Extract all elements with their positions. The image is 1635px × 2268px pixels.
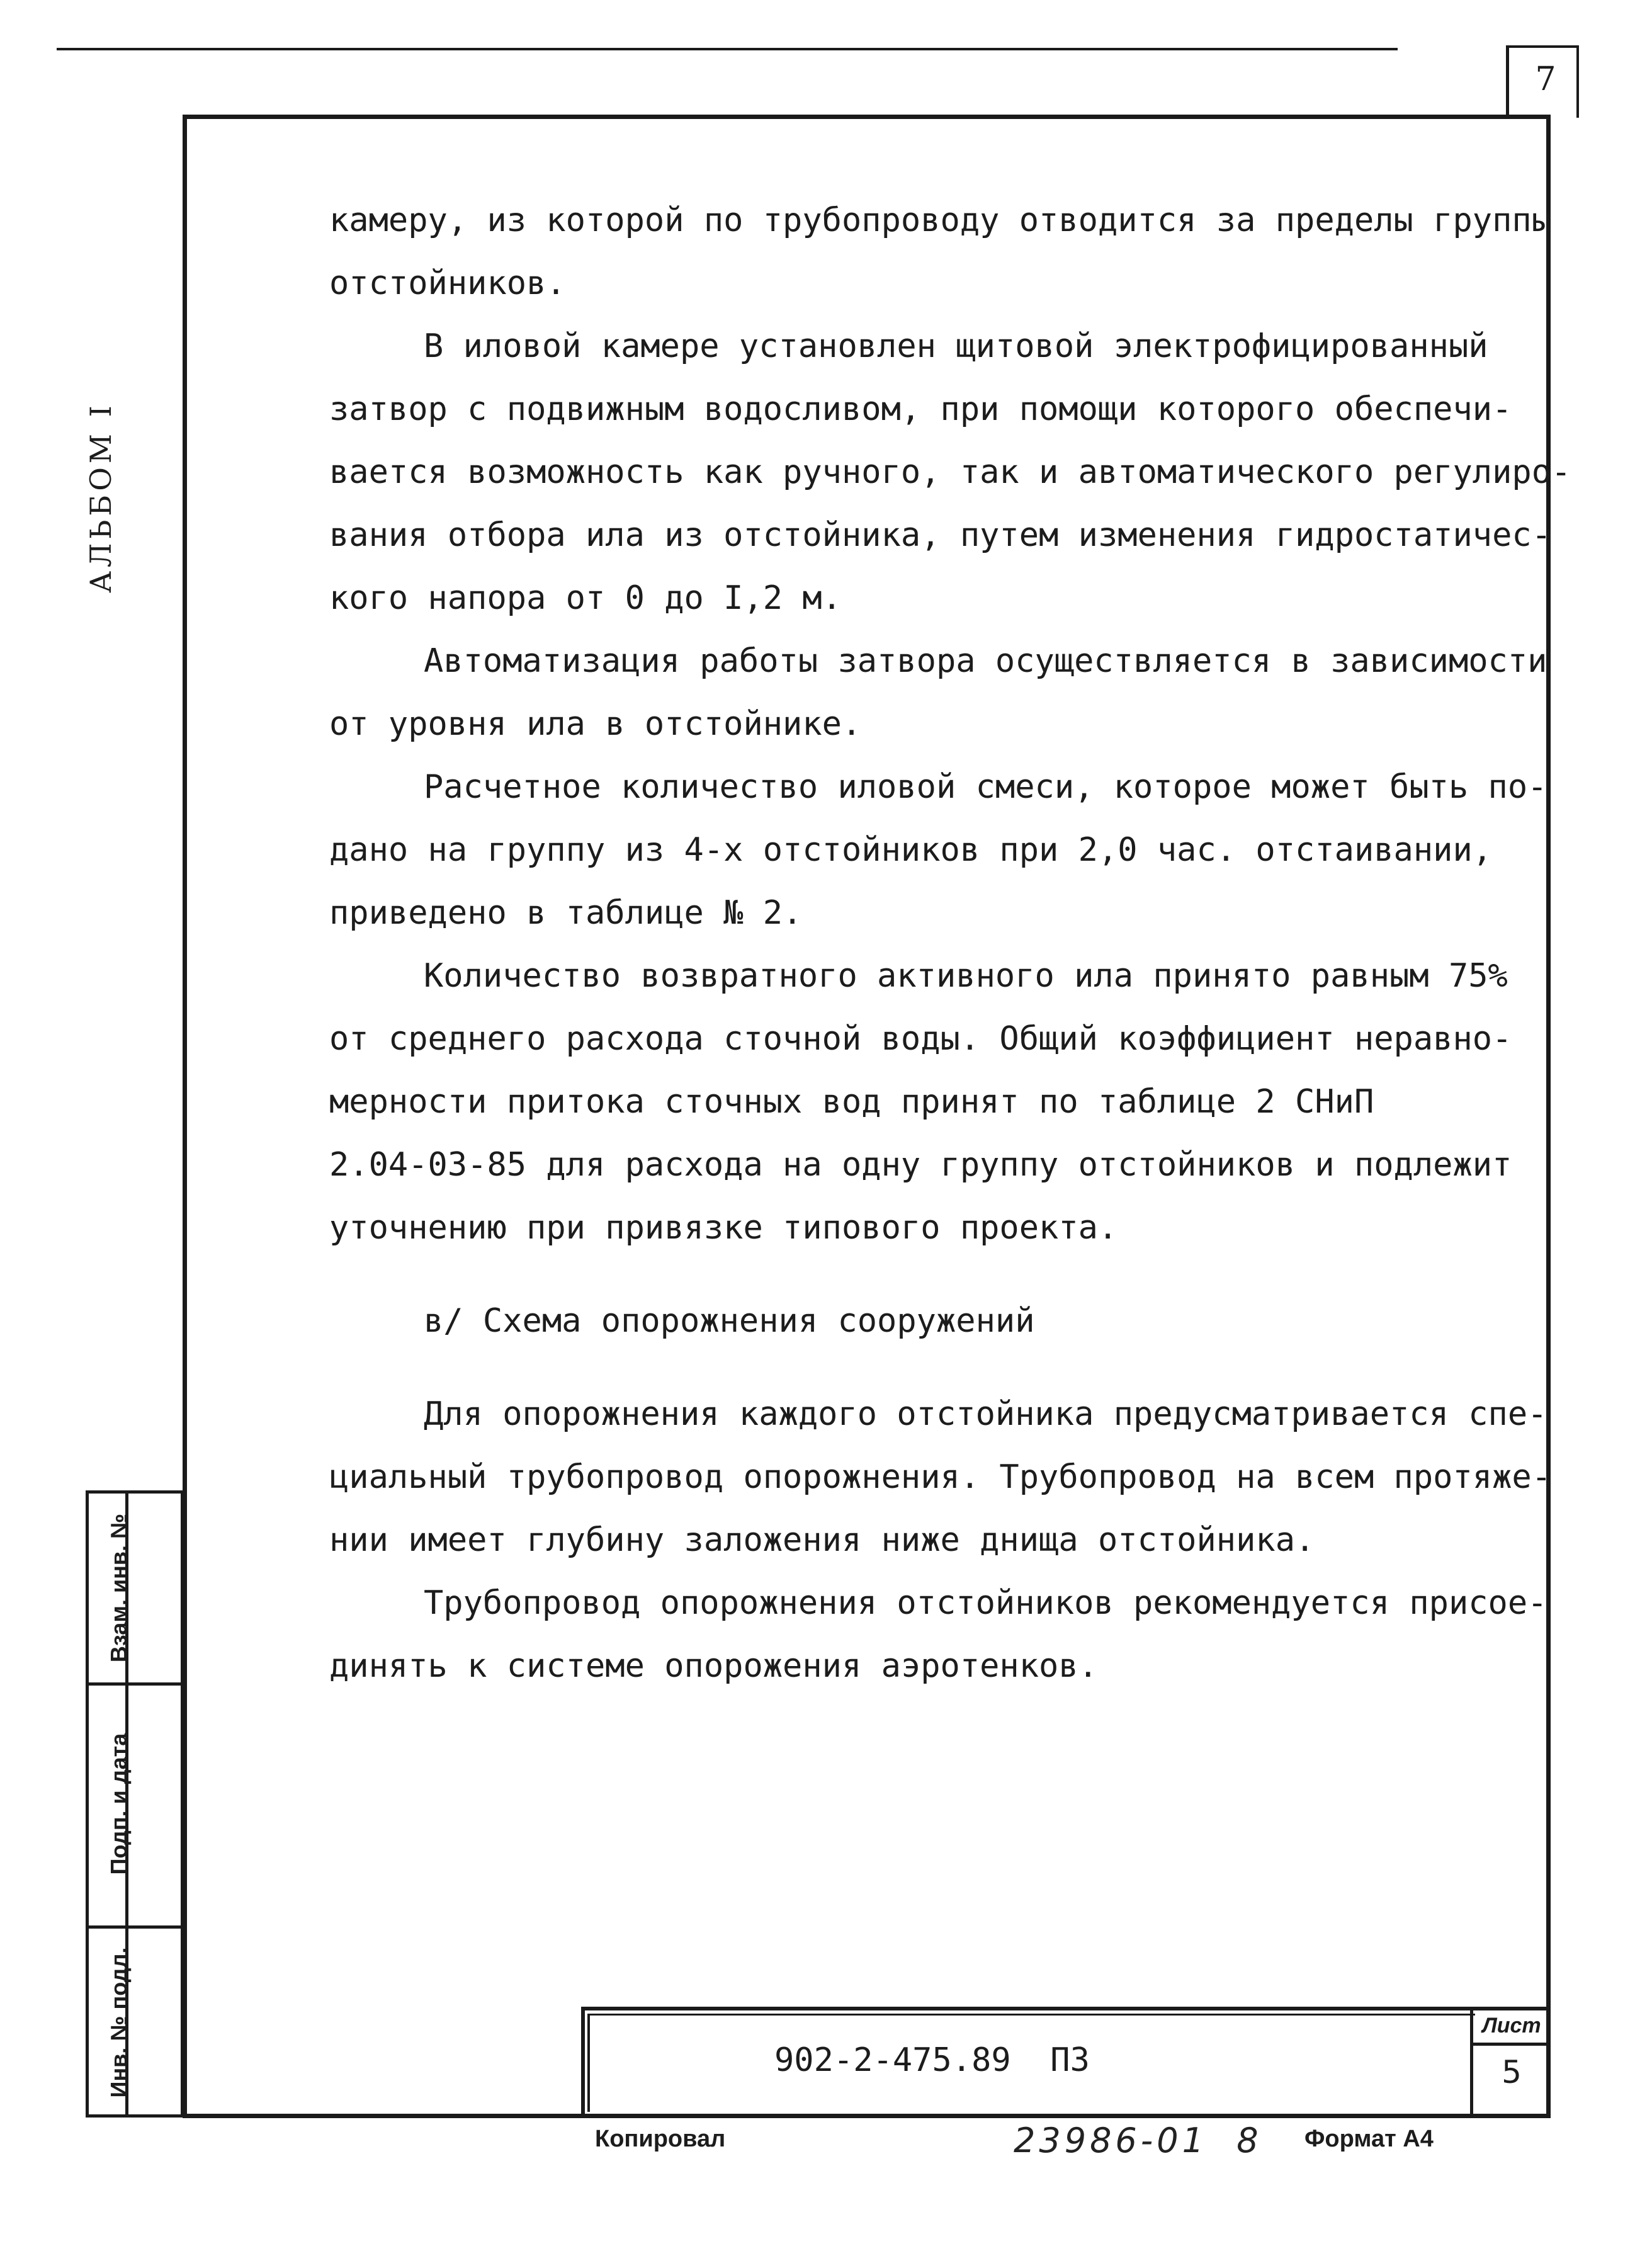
body-line: Трубопровод опорожнения отстойников рекомендуется присое- xyxy=(424,1584,1547,1622)
body-line: нии имеет глубину заложения ниже днища отстойника. xyxy=(329,1521,1315,1559)
body-line: В иловой камере установлен щитовой электрофицированный xyxy=(424,327,1488,365)
document-code: 902-2-475.89 ПЗ xyxy=(774,2041,1090,2079)
body-line: Для опорожнения каждого отстойника предусматривается спе- xyxy=(424,1395,1547,1433)
order-number: 23986-01 8 xyxy=(1014,2121,1262,2160)
document-body xyxy=(329,189,1571,1698)
approval-stamp xyxy=(86,1490,184,2118)
top-rule xyxy=(57,48,1398,50)
sheet-divider xyxy=(1470,2043,1551,2046)
body-line: приведено в таблице № 2. xyxy=(329,894,803,932)
format-label: Формат А4 xyxy=(1304,2126,1434,2152)
body-line: камеру, из которой по трубопроводу отводится за пределы группы xyxy=(329,201,1552,239)
body-line: динять к системе опорожения аэротенков. xyxy=(329,1647,1098,1685)
body-line: уточнению при привязке типового проекта. xyxy=(329,1209,1118,1247)
stamp-inv-podl: Инв. № подл. xyxy=(106,1947,132,2098)
stamp-vzam-inv: Взам. инв. № xyxy=(106,1513,132,1663)
body-part-2 xyxy=(329,1383,1552,1698)
body-line: затвор с подвижным водосливом, при помощи которого обеспечи- xyxy=(329,390,1512,428)
body-line: отстойников. xyxy=(329,264,566,302)
album-label-text: АЛЬБОМ I xyxy=(84,402,118,593)
copied-label: Копировал xyxy=(595,2126,726,2152)
body-line: Автоматизация работы затвора осуществляется в зависимости xyxy=(424,642,1547,680)
body-line: вания отбора ила из отстойника, путем изменения гидростатичес- xyxy=(329,516,1552,554)
section-heading: в/ Схема опорожнения сооружений xyxy=(424,1302,1035,1340)
body-line: Количество возвратного активного ила принято равным 75% xyxy=(424,957,1508,995)
body-line: от уровня ила в отстойнике. xyxy=(329,705,862,743)
body-part-1 xyxy=(329,189,1571,1259)
body-line: мерности притока сточных вод принят по таблице 2 СНиП xyxy=(329,1083,1374,1121)
body-line: от среднего расхода сточной воды. Общий коэффициент неравно- xyxy=(329,1020,1512,1058)
page-number: 7 xyxy=(1535,60,1556,98)
stamp-podp-data: Подп. и дата xyxy=(106,1733,132,1875)
body-line: циальный трубопровод опорожнения. Трубопровод на всем протяже- xyxy=(329,1458,1552,1496)
sheet-label: Лист xyxy=(1482,2014,1541,2038)
body-line: Расчетное количество иловой смеси, которое может быть по- xyxy=(424,768,1547,806)
sheet-number: 5 xyxy=(1502,2054,1522,2090)
body-line: дано на группу из 4-х отстойников при 2,0 час. отстаивании, xyxy=(329,831,1493,869)
body-line: кого напора от 0 до I,2 м. xyxy=(329,579,842,617)
body-line: вается возможность как ручного, так и автоматического регулиро- xyxy=(329,453,1571,491)
body-line: 2.04-03-85 для расхода на одну группу отстойников и подлежит xyxy=(329,1146,1512,1184)
